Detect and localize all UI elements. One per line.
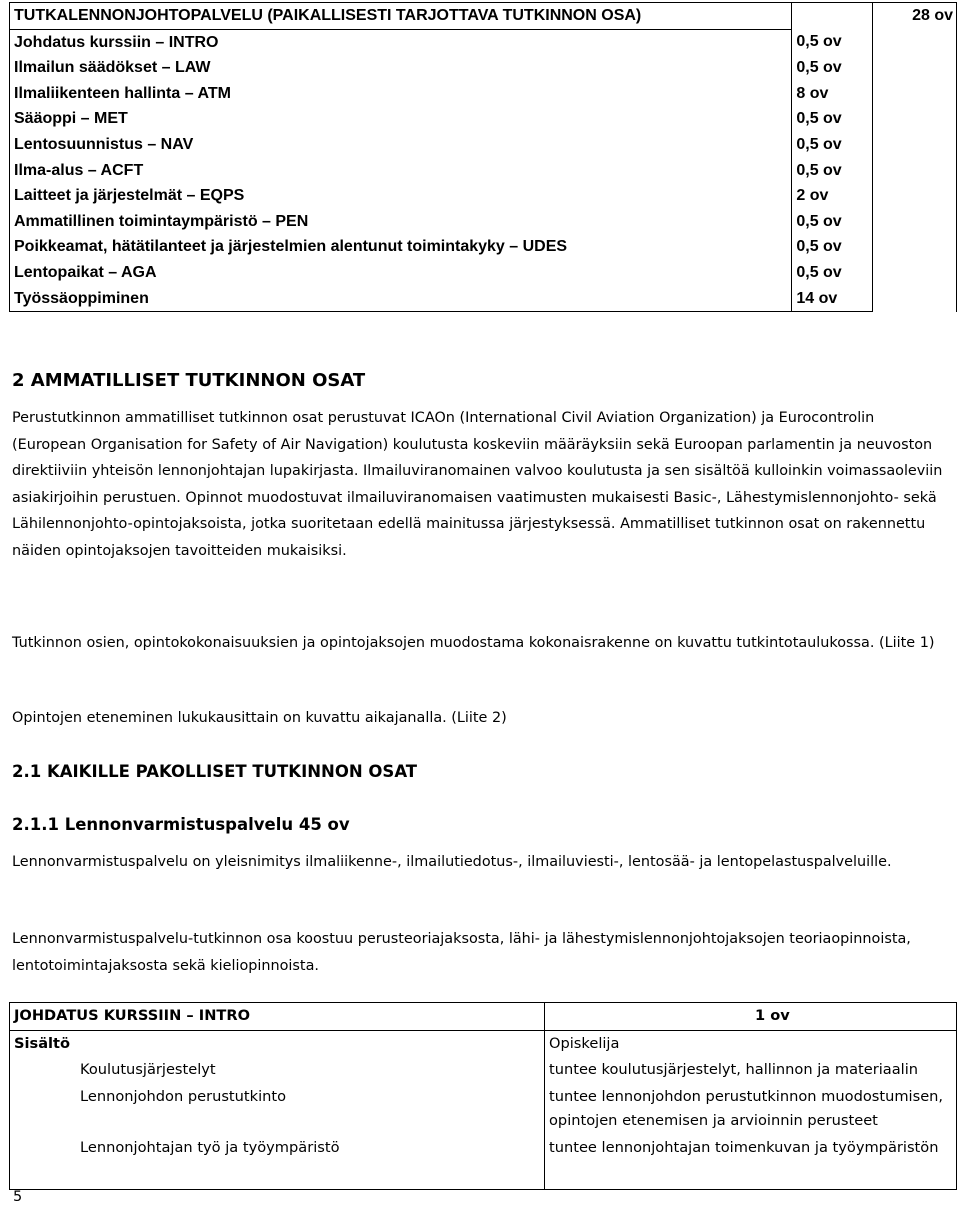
table-row (10, 132, 957, 158)
section-heading: 2 AMMATILLISET TUTKINNON OSAT (12, 370, 366, 391)
course-credits: 0,5 ov (792, 132, 873, 158)
table-subheader-row (10, 1030, 957, 1057)
section-paragraph: Lennonvarmistuspalvelu-tutkinnon osa koostuu perusteoriajaksosta, lähi- ja lähestymislennonjohtojaksojen teoriaopinnoista, lentotoimintajaksosta sekä kieliopinnoista. (12, 931, 911, 974)
course-name: Johdatus kurssiin – INTRO (10, 29, 792, 55)
table-row (10, 183, 957, 209)
course-summary-table (9, 2, 957, 312)
learning-outcome: tuntee lennonjohdon perustutkinnon muodostumisen, opintojen etenemisen ja arvioinnin perusteet (545, 1084, 957, 1135)
table-row (10, 55, 957, 81)
content-item: Lennonjohtajan työ ja työympäristö (10, 1135, 545, 1190)
section-paragraph: Tutkinnon osien, opintokokonaisuuksien ja opintojaksojen muodostama kokonaisrakenne on kuvattu tutkintotaulukossa. (Liite 1) (12, 635, 935, 651)
learning-outcome: tuntee koulutusjärjestelyt, hallinnon ja materiaalin (545, 1057, 957, 1084)
page-number: 5 (13, 1189, 23, 1205)
course-name: Lentosuunnistus – NAV (10, 132, 792, 158)
course-credits: 14 ov (792, 286, 873, 312)
table-row (10, 29, 957, 55)
course-name: Sääoppi – MET (10, 106, 792, 132)
content-item: Lennonjohdon perustutkinto (10, 1084, 545, 1135)
subsection-heading: 2.1 KAIKILLE PAKOLLISET TUTKINNON OSAT (12, 762, 418, 781)
intro-course-table (9, 1002, 957, 1190)
table-row (10, 81, 957, 107)
table-row (10, 106, 957, 132)
course-name: Laitteet ja järjestelmät – EQPS (10, 183, 792, 209)
course-credits: 0,5 ov (792, 158, 873, 184)
course-credits: 0,5 ov (792, 55, 873, 81)
course-name: Ilmailun säädökset – LAW (10, 55, 792, 81)
table-row (10, 209, 957, 235)
table-header-empty-cell (792, 3, 873, 30)
table-row (10, 1084, 957, 1135)
course-credits: 2 ov (792, 183, 873, 209)
content-item: Koulutusjärjestelyt (10, 1057, 545, 1084)
learning-outcome: tuntee lennonjohtajan toimenkuvan ja työympäristön (545, 1135, 957, 1190)
subsection-heading: 2.1.1 Lennonvarmistuspalvelu 45 ov (12, 815, 350, 834)
course-credits: 0,5 ov (792, 29, 873, 55)
student-label: Opiskelija (545, 1030, 957, 1057)
course-credits: 8 ov (792, 81, 873, 107)
table-row (10, 1135, 957, 1190)
course-name: Ilma-alus – ACFT (10, 158, 792, 184)
course-name: Ammatillinen toimintaympäristö – PEN (10, 209, 792, 235)
section-paragraph: Perustutkinnon ammatilliset tutkinnon osat perustuvat ICAOn (International Civil Aviation Organization) ja Eurocontrolin (European Organisation for Safety of Air Navigation) koulutusta koskeviin määräyksiin sekä Euroopan parlamentin ja neuvoston direktiiviin yhteisön lennonjohtajan lupakirjasta. Ilmailuviranomainen valvoo koulutusta ja sen sisältöä kulloinkin voimassaoleviin asiakirjoihin perustuen. Opinnot muodostuvat ilmailuviranomaisen vaatimusten mukaisesti Basic-, Lähestymislennonjohto- sekä Lähilennonjohto-opintojaksoista, jotka suoritetaan edellä mainitussa järjestyksessä. Ammatilliset tutkinnon osat on rakennettu näiden opintojaksojen tavoitteiden mukaisiksi. (12, 410, 943, 559)
course-name: Lentopaikat – AGA (10, 260, 792, 286)
course-name: Poikkeamat, hätätilanteet ja järjestelmien alentunut toimintakyky – UDES (10, 234, 792, 260)
course-credits: 0,5 ov (792, 260, 873, 286)
table-row (10, 260, 957, 286)
course-credits: 0,5 ov (792, 106, 873, 132)
table-header-row (10, 1003, 957, 1031)
table-row (10, 286, 957, 312)
section-paragraph: Opintojen eteneminen lukukausittain on kuvattu aikajanalla. (Liite 2) (12, 710, 507, 726)
table-row (10, 158, 957, 184)
course-credits: 0,5 ov (792, 209, 873, 235)
course-credits: 0,5 ov (792, 234, 873, 260)
table-title: TUTKALENNONJOHTOPALVELU (PAIKALLISESTI TARJOTTAVA TUTKINNON OSA) (10, 3, 792, 30)
content-label: Sisältö (10, 1030, 545, 1057)
course-title: JOHDATUS KURSSIIN – INTRO (10, 1003, 545, 1031)
course-name: Työssäoppiminen (10, 286, 792, 312)
table-row (10, 234, 957, 260)
course-credits: 1 ov (545, 1003, 957, 1031)
table-row (10, 1057, 957, 1084)
section-paragraph: Lennonvarmistuspalvelu on yleisnimitys ilmaliikenne-, ilmailutiedotus-, ilmailuviesti-, lentosää- ja lentopelastuspalveluille. (12, 854, 892, 870)
table-header-row (10, 3, 957, 30)
table-total: 28 ov (873, 3, 957, 312)
course-name: Ilmaliikenteen hallinta – ATM (10, 81, 792, 107)
